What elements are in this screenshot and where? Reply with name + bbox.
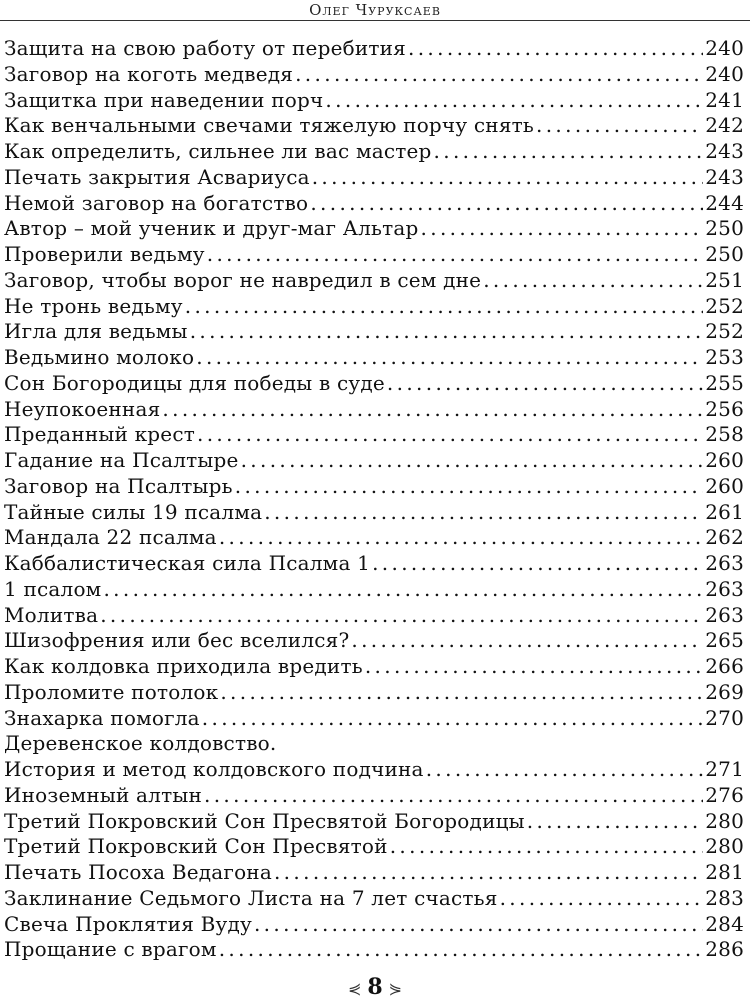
toc-entry [4, 809, 744, 835]
toc-entry-page: 241 [705, 87, 744, 112]
toc-entry-title: Как колдовка приходила вредить [4, 654, 363, 678]
toc-leader-dots [351, 628, 703, 654]
toc-entry [4, 654, 744, 680]
toc-entry-title: Автор – мой ученик и друг-маг Альтар [4, 216, 419, 241]
toc-entry-title: Молитва [4, 602, 99, 627]
ornament-left-icon: ⋞ [347, 979, 362, 998]
toc-entry [4, 783, 744, 809]
toc-entry-page: 244 [705, 190, 744, 215]
toc-entry-title: Защитка при наведении порч [4, 87, 324, 112]
toc-leader-dots [207, 242, 703, 268]
toc-entry [4, 706, 744, 732]
toc-entry-page: 266 [705, 654, 744, 678]
toc-leader-dots [162, 397, 703, 423]
toc-leader-dots [274, 860, 703, 886]
toc-leader-dots [264, 500, 703, 526]
toc-entry-title: Защита на свою работу от перебития [4, 36, 406, 60]
toc-leader-dots [197, 422, 703, 448]
toc-entry-page: 284 [705, 911, 744, 936]
toc-entry [4, 371, 744, 397]
toc-entry [4, 268, 744, 294]
toc-entry [4, 628, 744, 654]
toc-entry-title: Знахарка помогла [4, 705, 200, 730]
toc-leader-dots [500, 886, 704, 912]
toc-entry-title: Проверили ведьму [4, 242, 205, 266]
toc-entry-page: 243 [705, 139, 744, 163]
toc-entry-page: 281 [705, 860, 744, 884]
toc-entry [4, 731, 744, 757]
toc-entry-title: 1 псалом [4, 576, 102, 601]
toc-leader-dots [219, 525, 703, 551]
toc-entry-page: 263 [705, 576, 744, 601]
toc-entry [4, 474, 744, 500]
toc-leader-dots [312, 165, 704, 191]
toc-entry-page: 280 [705, 834, 744, 859]
toc-leader-dots [408, 36, 703, 62]
toc-leader-dots [434, 139, 704, 165]
toc-entry [4, 937, 744, 963]
toc-leader-dots [185, 294, 703, 320]
toc-entry-title: Свеча Проклятия Вуду [4, 911, 252, 936]
toc-entry-page: 252 [705, 293, 744, 318]
toc-leader-dots [536, 113, 703, 139]
toc-entry-title: История и метод колдовского подчина [4, 757, 424, 781]
toc-leader-dots [390, 834, 704, 860]
toc-entry-title: Тайные силы 19 псалма [4, 499, 263, 524]
toc-entry-title: Проломите потолок [4, 679, 219, 704]
toc-entry-title: Гадание на Псалтыре [4, 448, 239, 472]
toc-entry [4, 165, 744, 191]
toc-entry-title: Как венчальными свечами тяжелую порчу снять [4, 113, 534, 138]
toc-entry [4, 912, 744, 938]
toc-entry-title: Заклинание Седьмого Листа на 7 лет счастья [4, 885, 498, 910]
toc-leader-dots [204, 783, 703, 809]
ornament-right-icon: ⋟ [388, 979, 403, 998]
toc-entry [4, 757, 744, 783]
toc-entry-page: 243 [705, 164, 744, 189]
author-name: Олег Чуруксаев [309, 1, 441, 19]
toc-entry [4, 242, 744, 268]
toc-leader-dots [254, 912, 703, 938]
toc-entry-page: 250 [705, 216, 744, 241]
toc-entry-title: Как определить, сильнее ли вас мастер [4, 139, 432, 163]
toc-leader-dots [365, 654, 703, 680]
toc-entry-page: 258 [705, 422, 744, 447]
toc-entry-title: Преданный крест [4, 422, 195, 447]
toc-entry [4, 62, 744, 88]
toc-leader-dots [202, 706, 703, 732]
toc-leader-dots [310, 191, 703, 217]
toc-entry-title: Игла для ведьмы [4, 319, 188, 344]
toc-entry-page: 250 [705, 242, 744, 266]
table-of-contents [4, 36, 744, 963]
toc-entry [4, 500, 744, 526]
toc-entry-page: 283 [705, 885, 744, 910]
toc-entry [4, 139, 744, 165]
toc-entry-page: 265 [705, 628, 744, 653]
toc-entry-title: Третий Покровский Сон Пресвятой Богородицы [4, 808, 525, 833]
toc-leader-dots [295, 62, 703, 88]
toc-entry [4, 448, 744, 474]
toc-leader-dots [100, 603, 703, 629]
toc-leader-dots [483, 268, 703, 294]
toc-leader-dots [235, 474, 703, 500]
toc-entry [4, 551, 744, 577]
toc-leader-dots [241, 448, 704, 474]
toc-entry [4, 294, 744, 320]
toc-entry-title: Прощание с врагом [4, 937, 217, 962]
toc-entry [4, 216, 744, 242]
toc-entry-title: Заговор на коготь медведя [4, 61, 294, 86]
toc-entry-page: 251 [705, 267, 744, 292]
toc-entry-page: 252 [705, 319, 744, 344]
toc-entry-page: 270 [705, 705, 744, 730]
toc-entry-page: 256 [705, 396, 744, 421]
toc-entry-page: 240 [705, 36, 744, 60]
toc-entry [4, 397, 744, 423]
toc-entry [4, 577, 744, 603]
toc-entry [4, 603, 744, 629]
running-header [0, 0, 750, 32]
toc-entry [4, 345, 744, 371]
toc-entry [4, 886, 744, 912]
toc-entry [4, 36, 744, 62]
toc-entry-title: Третий Покровский Сон Пресвятой [4, 834, 388, 859]
toc-entry [4, 88, 744, 114]
toc-entry-page: 253 [705, 345, 744, 369]
page-footer [0, 974, 750, 1000]
toc-leader-dots [196, 345, 703, 371]
toc-entry-page: 262 [705, 525, 744, 550]
toc-entry [4, 191, 744, 217]
toc-entry-title: Неупокоенная [4, 396, 161, 421]
toc-entry [4, 525, 744, 551]
toc-entry-title: Деревенское колдовство. [4, 731, 277, 756]
toc-leader-dots [421, 216, 704, 242]
toc-entry-page: 240 [705, 61, 744, 86]
toc-leader-dots [190, 319, 704, 345]
toc-entry [4, 422, 744, 448]
toc-entry-page: 280 [705, 808, 744, 833]
toc-leader-dots [527, 809, 703, 835]
toc-entry-page: 242 [705, 113, 744, 138]
toc-leader-dots [325, 88, 703, 114]
toc-entry-page: 261 [705, 499, 744, 524]
toc-entry-page: 260 [705, 448, 744, 472]
toc-entry-title: Заговор на Псалтырь [4, 473, 233, 498]
toc-entry-page: 255 [705, 370, 744, 395]
toc-entry [4, 113, 744, 139]
toc-entry-title: Мандала 22 псалма [4, 525, 217, 550]
toc-entry [4, 834, 744, 860]
toc-entry-page: 269 [705, 679, 744, 704]
toc-leader-dots [220, 680, 703, 706]
page-number: 8 [367, 974, 383, 1000]
toc-entry-title: Ведьмино молоко [4, 345, 195, 369]
toc-entry-title: Сон Богородицы для победы в суде [4, 370, 385, 395]
toc-entry-title: Шизофрения или бес вселился? [4, 628, 350, 653]
toc-entry [4, 860, 744, 886]
toc-entry-page: 286 [705, 937, 744, 962]
toc-entry-title: Печать закрытия Асвариуса [4, 164, 310, 189]
toc-entry [4, 680, 744, 706]
toc-entry-title: Печать Посоха Ведагона [4, 860, 272, 884]
toc-leader-dots [103, 577, 703, 603]
toc-entry-title: Заговор, чтобы ворог не навредил в сем дне [4, 267, 482, 292]
toc-leader-dots [387, 371, 703, 397]
toc-entry-page: 260 [705, 473, 744, 498]
toc-entry-title: Иноземный алтын [4, 782, 202, 807]
toc-entry [4, 319, 744, 345]
header-rule [0, 20, 750, 21]
toc-entry-page: 263 [705, 551, 744, 575]
toc-entry-title: Немой заговор на богатство [4, 190, 309, 215]
toc-entry-title: Не тронь ведьму [4, 293, 183, 318]
toc-leader-dots [426, 757, 704, 783]
toc-leader-dots [372, 551, 703, 577]
toc-entry-page: 271 [705, 757, 744, 781]
toc-entry-page: 276 [705, 782, 744, 807]
toc-leader-dots [219, 937, 704, 963]
toc-entry-page: 263 [705, 602, 744, 627]
toc-entry-title: Каббалистическая сила Псалма 1 [4, 551, 371, 575]
